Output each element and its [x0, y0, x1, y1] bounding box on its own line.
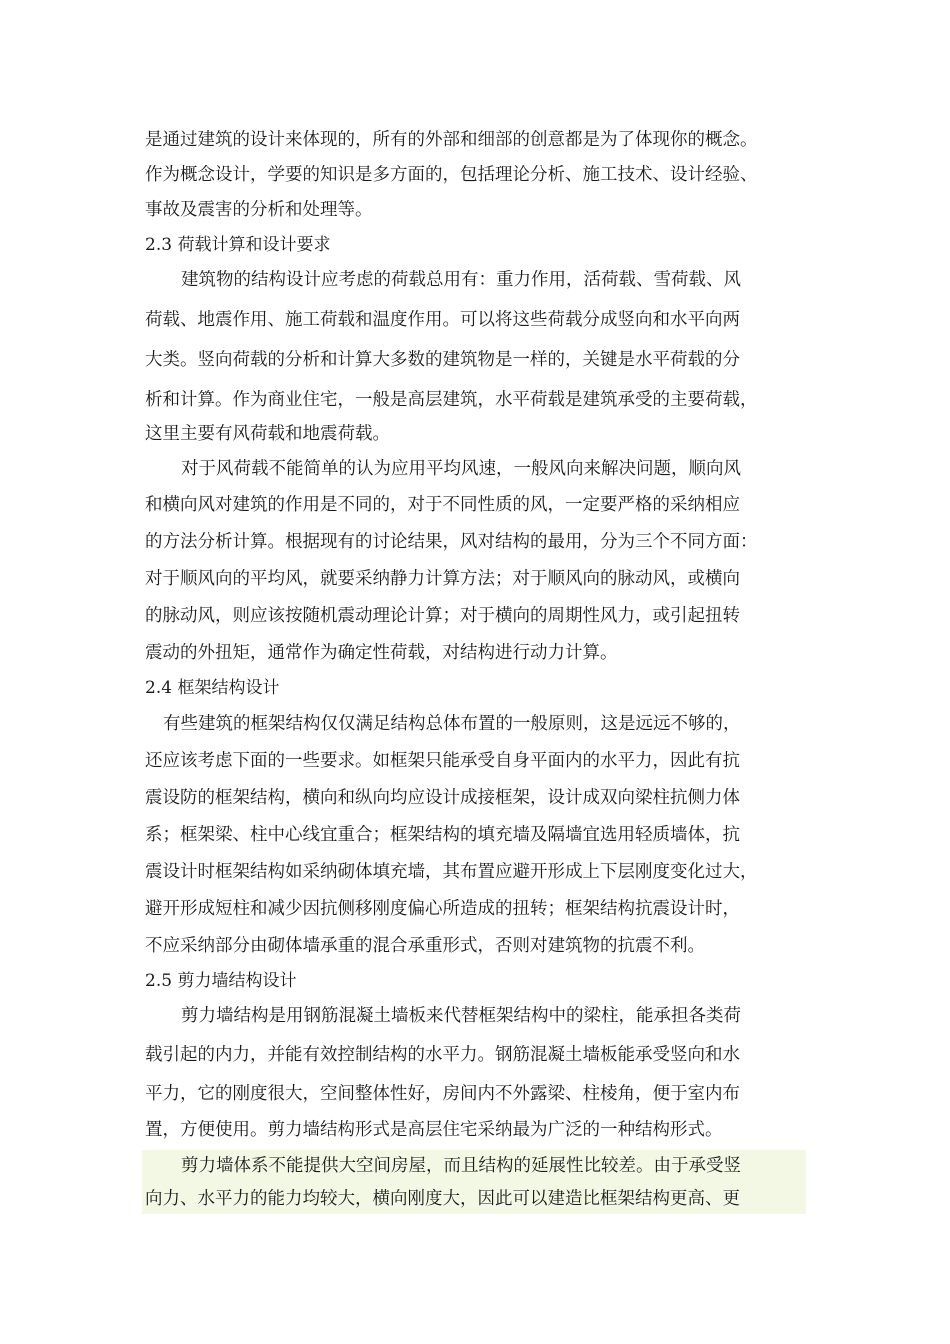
section-heading: 2.3 荷载计算和设计要求: [145, 235, 331, 255]
body-line: 荷载、地震作用、施工荷载和温度作用。可以将这些荷载分成竖向和水平向两: [145, 310, 740, 330]
body-line: 对于风荷载不能简单的认为应用平均风速，一般风向来解决问题，顺向风: [181, 459, 741, 479]
body-line: 这里主要有风荷载和地震荷载。: [145, 424, 390, 444]
body-line: 析和计算。作为商业住宅，一般是高层建筑，水平荷载是建筑承受的主要荷载，: [145, 390, 758, 410]
body-line: 的方法分析计算。根据现有的讨论结果，风对结构的最用，分为三个不同方面：: [145, 532, 758, 552]
section-heading: 2.4 框架结构设计: [145, 678, 280, 698]
body-line: 平力，它的刚度很大，空间整体性好，房间内不外露梁、柱棱角，便于室内布: [145, 1084, 740, 1104]
highlighted-line: 剪力墙体系不能提供大空间房屋，而且结构的延展性比较差。由于承受竖: [181, 1156, 741, 1176]
section-heading: 2.5 剪力墙结构设计: [145, 971, 297, 991]
body-line: 大类。竖向荷载的分析和计算大多数的建筑物是一样的，关键是水平荷载的分: [145, 350, 740, 370]
body-line: 震设防的框架结构，横向和纵向均应设计成接框架，设计成双向梁柱抗侧力体: [145, 788, 740, 808]
body-line: 对于顺风向的平均风，就要采纳静力计算方法；对于顺风向的脉动风，或横向: [145, 569, 740, 589]
body-line: 还应该考虑下面的一些要求。如框架只能承受自身平面内的水平力，因此有抗: [145, 751, 740, 771]
body-line: 作为概念设计，学要的知识是多方面的，包括理论分析、施工技术、设计经验、: [145, 165, 758, 185]
body-line: 避开形成短柱和减少因抗侧移刚度偏心所造成的扭转；框架结构抗震设计时，: [145, 899, 740, 919]
highlighted-line: 向力、水平力的能力均较大，横向刚度大，因此可以建造比框架结构更高、更: [145, 1189, 740, 1209]
body-line: 是通过建筑的设计来体现的，所有的外部和细部的创意都是为了体现你的概念。: [145, 130, 758, 150]
body-line: 和横向风对建筑的作用是不同的，对于不同性质的风，一定要严格的采纳相应: [145, 495, 740, 515]
body-line: 建筑物的结构设计应考虑的荷载总用有：重力作用，活荷载、雪荷载、风: [181, 270, 741, 290]
body-line: 震设计时框架结构如采纳砌体填充墙，其布置应避开形成上下层刚度变化过大，: [145, 862, 758, 882]
body-line: 系；框架梁、柱中心线宜重合；框架结构的填充墙及隔墙宜选用轻质墙体，抗: [145, 825, 740, 845]
body-line: 震动的外扭矩，通常作为确定性荷载，对结构进行动力计算。: [145, 643, 618, 663]
body-line: 有些建筑的框架结构仅仅满足结构总体布置的一般原则，这是远远不够的，: [163, 714, 741, 734]
body-line: 事故及震害的分析和处理等。: [145, 200, 373, 220]
body-line: 置，方便使用。剪力墙结构形式是高层住宅采纳最为广泛的一种结构形式。: [145, 1120, 723, 1140]
body-line: 载引起的内力，并能有效控制结构的水平力。钢筋混凝土墙板能承受竖向和水: [145, 1045, 740, 1065]
body-line: 剪力墙结构是用钢筋混凝土墙板来代替框架结构中的梁柱，能承担各类荷: [181, 1006, 741, 1026]
body-line: 的脉动风，则应该按随机震动理论计算；对于横向的周期性风力，或引起扭转: [145, 606, 740, 626]
body-line: 不应采纳部分由砌体墙承重的混合承重形式，否则对建筑物的抗震不利。: [145, 936, 705, 956]
